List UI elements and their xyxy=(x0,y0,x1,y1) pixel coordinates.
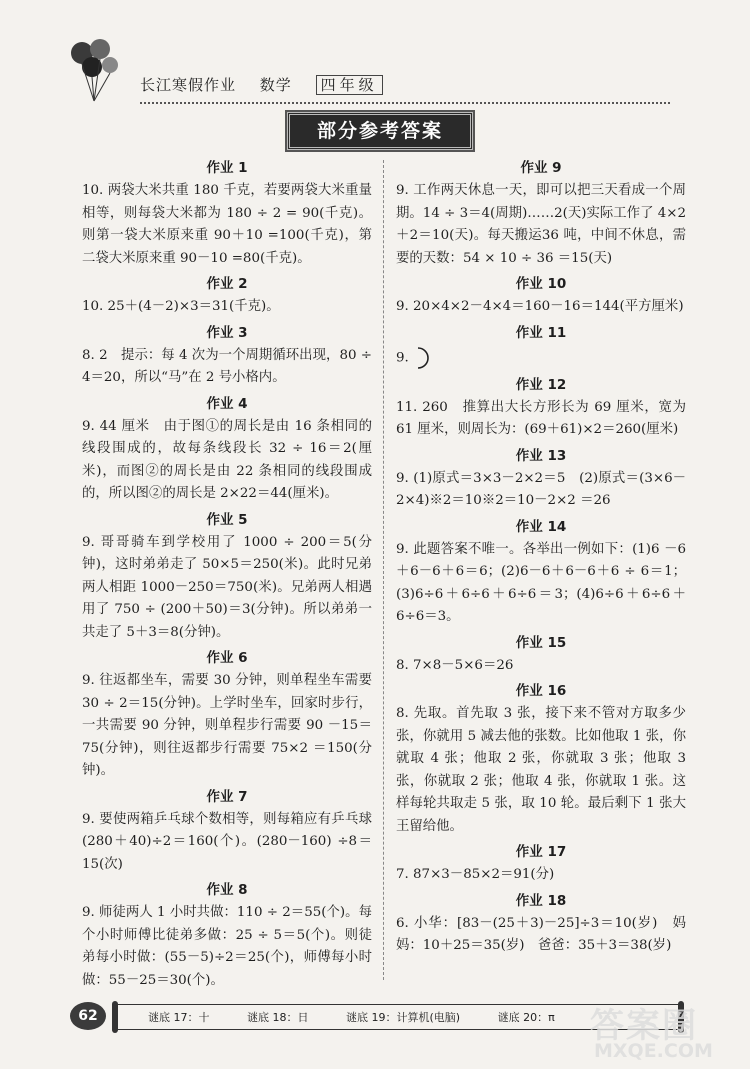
answer-content: 9. 44 厘米 由于图①的周长是由 16 条相同的线段围成的，故每条线段长 32 ÷ 16＝2(厘米)，而图②的周长是由 22 条相同的线段围成的，所以图②的周长是 2×22＝44(厘米)。 xyxy=(82,418,372,501)
answer-text xyxy=(396,397,686,442)
answer-content: 6. 小华：[83－(25＋3)－25]÷3＝10(岁) 妈妈：10＋25＝35(岁) 爸爸：35＋3＝38(岁) xyxy=(396,915,686,953)
homework-title: 作业 14 xyxy=(515,518,567,535)
homework-title: 作业 16 xyxy=(515,683,567,699)
page-header xyxy=(60,30,680,110)
answer-text xyxy=(396,468,686,513)
answer-text xyxy=(396,180,686,270)
homework-title: 作业 11 xyxy=(515,324,567,341)
answer-text xyxy=(396,345,686,371)
answer-text xyxy=(396,539,686,629)
answer-text xyxy=(82,416,372,506)
book-title: 长江寒假作业 xyxy=(140,76,237,94)
answer-text xyxy=(82,902,372,992)
watermark-cn: 答案圈 xyxy=(590,1006,698,1046)
right-column xyxy=(396,156,686,960)
answer-content: 9. xyxy=(396,350,409,365)
answer-text xyxy=(396,913,686,958)
answer-text xyxy=(396,864,686,887)
answer-content: 7. 87×3－85×2＝91(分) xyxy=(396,867,555,882)
header-title xyxy=(140,74,401,95)
answer-content: 9. 要使两箱乒乓球个数相等，则每箱应有乒乓球(280＋40)÷2＝160(个)。(280－160) ÷8＝15(次) xyxy=(82,811,372,872)
riddle-20: 谜底 20：π xyxy=(497,1011,555,1024)
answer-content: 9. 工作两天休息一天，即可以把三天看成一个周期。14 ÷ 3＝4(周期)……2(天)实际工作了 4×2＋2＝10(天)。每天搬运36 吨，中间不休息，需要的天数：54 × 10 ÷ 36 ＝15(天) xyxy=(396,183,686,266)
watermark-en: MXQE.COM xyxy=(594,1040,713,1062)
answer-content: 11. 260 推算出大长方形长为 69 厘米，宽为 61 厘米，则周长为：(69＋61)×2＝260(厘米) xyxy=(396,399,686,437)
answer-content: 9. 往返都坐车，需要 30 分钟，则单程坐车需要 30 ÷ 2＝15(分钟)。上学时坐车，回家时步行，一共需要 90 分钟，则单程步行需要 90 －15＝75(分钟)，则往返都步行需要 75×2 ＝150(分钟)。 xyxy=(82,673,372,778)
answer-content: 8. 先取。首先取 3 张，接下来不管对方取多少张，你就用 5 减去他的张数。比如他取 1 张，你就取 4 张；他取 2 张，你就取 3 张；他取 3 张，你就取 2 张；他取 4 张，你就取 1 张。这样每轮共取走 5 张，取 10 轮。最后剩下 1 张大王留给他。 xyxy=(396,706,686,834)
answer-content: 9. 哥哥骑车到学校用了 1000 ÷ 200＝5(分钟)，这时弟弟走了 50×5＝250(米)。此时兄弟两人相距 1000－250＝750(米)。兄弟两人相遇用了 750 ÷ (200＋50)＝3(分钟)。所以弟弟一共走了 5＋3＝8(分钟)。 xyxy=(82,534,372,640)
left-column xyxy=(82,156,372,994)
answer-text xyxy=(82,345,372,390)
riddle-18: 谜底 18：日 xyxy=(247,1011,309,1024)
homework-title: 作业 12 xyxy=(515,376,567,393)
column-divider xyxy=(383,160,384,980)
answer-content: 9. 师徒两人 1 小时共做：110 ÷ 2＝55(个)。每个小时师傅比徒弟多做：25 ÷ 5＝5(个)。则徒弟每小时做：(55－5)÷2＝25(个)，师傅每小时做：55－25＝30(个)。 xyxy=(82,905,372,988)
header-divider xyxy=(140,102,670,104)
homework-title: 作业 7 xyxy=(206,788,248,805)
answer-content: 8. 7×8－5×6＝26 xyxy=(396,657,514,673)
homework-title: 作业 1 xyxy=(206,160,248,176)
section-banner: 部分参考答案 xyxy=(287,112,473,150)
homework-title: 作业 17 xyxy=(515,844,567,860)
answer-content: 8. 2 提示：每 4 次为一个周期循环出现，80 ÷ 4＝20，所以“马”在 2 号小格内。 xyxy=(82,347,372,385)
answer-text xyxy=(82,180,372,270)
homework-title: 作业 2 xyxy=(206,276,248,292)
homework-title: 作业 5 xyxy=(206,511,248,528)
homework-title: 作业 4 xyxy=(206,395,248,412)
homework-title: 作业 18 xyxy=(515,892,567,909)
scroll-cap-left xyxy=(112,1001,118,1033)
watermark xyxy=(590,1006,750,1069)
homework-title: 作业 3 xyxy=(206,324,248,341)
answer-content: 10. 两袋大米共重 180 千克，若要两袋大米重量相等，则每袋大米都为 180 ÷ 2 = 90(千克)。则第一袋大米原来重 90＋10 =100(千克)，第二袋大米原来重 90－10 =80(千克)。 xyxy=(82,183,372,266)
answer-text xyxy=(396,703,686,838)
page-number: 62 xyxy=(70,1002,106,1030)
homework-title: 作业 15 xyxy=(515,634,567,651)
homework-title: 作业 9 xyxy=(520,160,562,176)
homework-title: 作业 6 xyxy=(206,650,248,666)
answer-content: 10. 25＋(4－2)×3＝31(千克)。 xyxy=(82,299,280,314)
answer-content: 9. 20×4×2－4×4＝160－16＝144(平方厘米) xyxy=(396,299,684,314)
answer-text xyxy=(82,532,372,645)
answer-text xyxy=(396,296,686,319)
homework-title: 作业 10 xyxy=(515,276,567,292)
homework-title: 作业 13 xyxy=(515,447,567,464)
homework-title: 作业 8 xyxy=(206,882,248,898)
answer-content: 9. 此题答案不唯一。各举出一例如下：(1)6 －6＋6－6＋6＝6；(2)6－6＋6－6＋6 ÷ 6＝1；(3)6÷6＋6÷6＋6÷6＝3；(4)6÷6＋6÷6＋6÷6＝3。 xyxy=(396,541,686,624)
riddle-19: 谜底 19：计算机(电脑) xyxy=(346,1011,461,1024)
crescent-moon-icon xyxy=(409,345,435,371)
balloons-icon xyxy=(60,35,130,105)
answer-text xyxy=(82,809,372,877)
answer-text xyxy=(82,670,372,783)
answer-text xyxy=(82,296,372,319)
riddle-17: 谜底 17：十 xyxy=(148,1011,210,1024)
subject-label: 数学 xyxy=(259,76,292,94)
answer-text xyxy=(396,655,686,678)
grade-label: 四年级 xyxy=(316,75,383,95)
riddle-answers xyxy=(148,1009,589,1025)
answer-content: 9. (1)原式＝3×3－2×2＝5 (2)原式＝(3×6－2×4)※2＝10※2＝10－2×2 ＝26 xyxy=(396,470,686,508)
